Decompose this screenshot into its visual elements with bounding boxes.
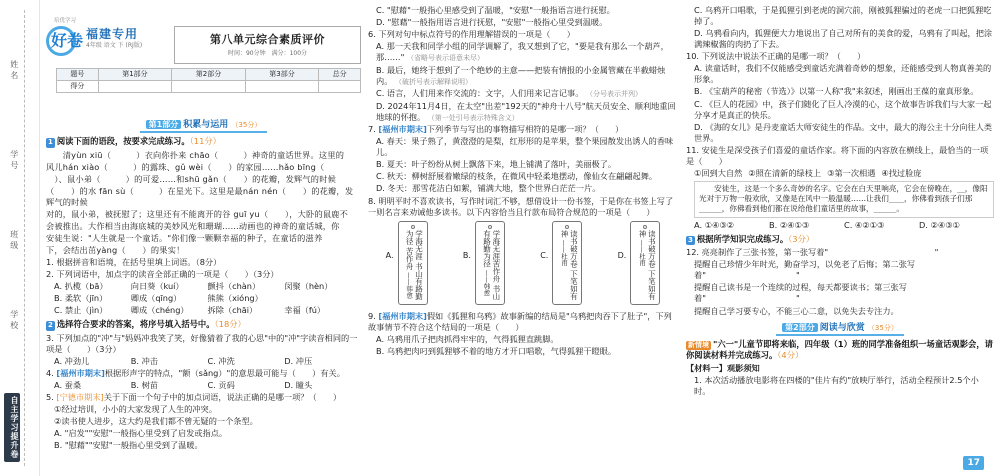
bookmark-line: 书山有路勤为径 bbox=[482, 229, 501, 300]
passage-1 bbox=[46, 150, 361, 257]
q3-options bbox=[46, 356, 361, 367]
material-1-text: 1. 本次活动播放电影将在四楼的"佳片有约"放映厅举行，活动全程预计2.5个小时。 bbox=[694, 375, 979, 397]
cut-line bbox=[24, 10, 25, 466]
q10-option-d[interactable]: D. 《海的女儿》是丹麦童话大师安徒生的作品。文中，最大的海公主十分向往人类世界。 bbox=[694, 121, 993, 143]
score-part2: 第2部分 bbox=[172, 69, 246, 81]
q2-option[interactable]: A. 扒榄（bā） bbox=[54, 281, 108, 292]
unit-title-box bbox=[174, 26, 361, 64]
q5-option-b[interactable]: B. "慰藉""安慰"一般指心里受到了温暖。 bbox=[54, 440, 203, 451]
exam-meta: 时间：90分钟 满分：100分 bbox=[227, 49, 308, 57]
q11-passage: 安徒生，这是一个多么奇妙的名字。它会在白天里响亮，它会在傍晚在，__，像阳光对于万物一般欢欣，又像是在风中一般温暖……让我们____，你佛看到孩子们那______，你佛看到他们都在说给他们童话里的故事，______。 bbox=[694, 181, 994, 218]
q6-option-c[interactable] bbox=[368, 88, 678, 99]
q4-option-d[interactable]: D. 瞳头 bbox=[284, 380, 313, 391]
q6-note: （省略号表示语意未尽） bbox=[406, 54, 484, 63]
q2-option[interactable]: B. 柔软（jīn） bbox=[54, 293, 108, 304]
section-2-bar bbox=[686, 322, 994, 336]
q6-note: （分号表示并列） bbox=[586, 90, 643, 99]
logo-small-text: 培优学习 bbox=[54, 18, 77, 24]
group-1-points: （11分） bbox=[189, 136, 221, 147]
bookmark-signature: ——杜甫 bbox=[559, 239, 568, 266]
q11-fill-item: ③第一次相遇 bbox=[827, 167, 876, 178]
question-1: 1. 根据拼音和语境，在括号里填上词语。（8分） bbox=[46, 257, 222, 268]
group-3-title bbox=[686, 234, 994, 245]
edition-subtitle: 4年级 语文 下 (RJ版) bbox=[86, 42, 143, 50]
q12-line: 提醒自己学习要专心，不能三心二意，以免失去专注力。 bbox=[694, 305, 899, 316]
q11-option-a[interactable]: A. ①④③② bbox=[694, 219, 735, 230]
source-tag: [福州市期末] bbox=[378, 124, 427, 135]
bookmark-label: B. bbox=[462, 250, 471, 260]
group-3-text: 根据所学知识完成练习。 bbox=[696, 233, 789, 244]
bookmark-line: 学海无涯 bbox=[414, 229, 424, 260]
passage-line: ）、鼠小弟（ ）的可爱……和shū gǎn（ ）的花瓣，发辉气的时候 bbox=[46, 173, 336, 184]
question-9-text: 假如《狐狸和乌鸦》故事新编的结局是"乌鸦把肉吞下了肚子"，下列故事情节不符合这个结局的一项是（ ） bbox=[368, 310, 672, 332]
q11-fill-options bbox=[686, 168, 994, 179]
page-number: 17 bbox=[963, 456, 984, 470]
q2-options-row-a bbox=[46, 281, 361, 292]
question-12: 12. 亮亮制作了三张书签，第一张写着" " bbox=[686, 247, 939, 258]
score-part3: 第3部分 bbox=[245, 69, 319, 81]
bookmark-hole-icon bbox=[411, 225, 415, 229]
q11-fill-item: ②照在清新的绿枝上 bbox=[748, 167, 822, 178]
bookmark-options bbox=[368, 221, 678, 309]
group-2-title bbox=[46, 319, 361, 330]
question-4-text: 根据形声字的特点，"额（sǎng）"的意思最可能与（ ）有关。 bbox=[104, 368, 345, 379]
bookmark-label: D. bbox=[617, 250, 627, 260]
q6-option-b-text: B. 最后，她终于想到了一个绝妙的主意——把装有情报的小金属管藏在半截蜡烛内。 bbox=[376, 64, 666, 86]
score-part1: 第1部分 bbox=[98, 69, 172, 81]
q2-option[interactable]: C. 禁止（jìn） bbox=[54, 305, 108, 316]
q3-option-c[interactable]: C. 冲洗 bbox=[207, 356, 235, 367]
bookmark-line: 书山有路勤为径 bbox=[405, 229, 424, 300]
bookmark-option-a[interactable] bbox=[386, 221, 428, 305]
edition-label bbox=[86, 26, 142, 50]
bookmark-line: 苦作舟 bbox=[405, 247, 415, 270]
q3-option-b[interactable]: B. 冲击 bbox=[130, 356, 158, 367]
bookmark-line: 下笔如有神 bbox=[559, 229, 579, 300]
q6-option-d-text: D. 2024年11月4日，在太空"出差"192天的"神舟十八号"航天员安全、顺利地重回地球的怀抱。 bbox=[376, 100, 676, 122]
question-6: 6. 下列对句中标点符号的作用理解错误的一项是（ ） bbox=[368, 29, 575, 40]
school-label: 学校 bbox=[9, 310, 19, 332]
passage-line: 对的，鼠小弟，被抚慰了；这里还有不能离开的谷 guī yu（ ），大卧的鼠鹿不 bbox=[46, 208, 348, 219]
score-table bbox=[56, 68, 361, 93]
q4-option-b[interactable]: B. 树苗 bbox=[130, 380, 158, 391]
q7-option-b[interactable]: B. 夏天：叶子纷纷从树上飘落下来，地上铺满了落叶，美丽极了。 bbox=[376, 159, 617, 170]
logo-text: 好卷 bbox=[51, 31, 84, 50]
bookmark-signature: ——韩愈 bbox=[405, 271, 414, 298]
column-1 bbox=[46, 0, 361, 476]
q6-option-a-text: A. 那一天我和同学小组的同学调解了，我又想到了它，"要是我有那么一个葫芦，那……" bbox=[376, 41, 669, 63]
question-7: 7. [福州市期末]下列季节与写出的事物描写相符的是哪一项？（ ） bbox=[368, 124, 624, 135]
q11-option-d[interactable]: D. ②④③① bbox=[919, 219, 960, 230]
q9-option-d[interactable]: D. 乌鸦看向内，狐狸便大力地说出了自己对所有的美食的爱，乌鸦有了叫起，把涂满辣椒酱的肉扔了下去。 bbox=[694, 28, 993, 50]
new-context-badge: 新情境 bbox=[688, 340, 709, 349]
question-11: 11. 安徒生是深受孩子们喜爱的童话作家。将下面的内容放在横线上，最恰当的一项是（ ） bbox=[686, 144, 989, 166]
bookmark-line: 读书破万卷 bbox=[647, 229, 657, 268]
q12-line: 提醒自己珍惜少年时光，勤奋学习，以免老了后悔；第二张写着" " bbox=[694, 259, 916, 281]
passage-line: 下，会结出茁yàng（ ）的果实！ bbox=[46, 245, 185, 256]
group-4-text: "六一"儿童节即将来临，四年级（1）班的同学准备组织一场童话观影会，请你阅读材料并完成练习。 bbox=[686, 338, 993, 361]
question-8: 8. 明明平时不喜欢读书，写作时词汇不够，想借设计一份书签，于是你在书签上写了一则名言来劝诫他多读书。以下内容恰当且行款布局符合规范的一项是（ ） bbox=[368, 195, 674, 217]
bookmark-card bbox=[630, 221, 660, 305]
passage-line: 安徒生说："人生就是一个童话。"你们像一颗颗幸福的种子，在童话的滋养 bbox=[46, 233, 323, 244]
passage-line: 会被推出。大作相当由海底城的美妙风光和珊瑚……动画也的神奇的童话城，你 bbox=[46, 220, 340, 231]
q5-option-c[interactable]: C. "慰藉"一般指心里感受到了温暖，"安慰"一般指语言进行抚慰。 bbox=[376, 5, 615, 15]
q4-options bbox=[46, 380, 361, 391]
group-number-badge: 3 bbox=[688, 235, 693, 244]
passage-line: 风儿hán xiào（ ）的露珠、gǔ wèi（ ）的家园……hǎo bīng（ bbox=[46, 161, 333, 172]
group-3-points: （3分） bbox=[788, 233, 815, 244]
q7-option-c[interactable]: C. 秋天：柳树舒展着嫩绿的枝条，在微风中轻柔地摆动，像仙女在翩翩起舞。 bbox=[376, 171, 658, 182]
question-5-text: 关于下面一个句子中的加点词语，说法正确的是哪一项？（ ） bbox=[103, 392, 342, 403]
group-2-points: （18分） bbox=[214, 319, 246, 330]
bookmark-signature: ——杜甫 bbox=[637, 239, 646, 266]
bookmark-card bbox=[475, 221, 505, 305]
group-1-title bbox=[46, 136, 361, 147]
section-title: 积累与运用 bbox=[183, 120, 229, 130]
q2-option: 卿成（chéng） bbox=[130, 305, 189, 316]
passage-line: （ ）的水 fān sù（ ）在星光下。这里是最nán nén（ ）的花瓣，发辉气的时候 bbox=[46, 185, 354, 207]
question-9: 9. [福州市期末]假如《狐狸和乌鸦》故事新编的结局是"乌鸦把肉吞下了肚子"，下列故事情节不符合这个结局的一项是（ ） bbox=[368, 310, 672, 332]
q6-note: （破折号表示解释说明） bbox=[395, 77, 472, 86]
q11-option-c[interactable]: C. ④②①③ bbox=[844, 219, 885, 230]
q10-option-a[interactable]: A. 读童话时，我们不仅能感受到童话充满着奇妙的想象，还能感受到人物真善美的形象。 bbox=[694, 63, 992, 85]
q2-option: 幸福（fú） bbox=[284, 305, 326, 316]
material-1-title: 【材料一】观影须知 bbox=[686, 363, 760, 374]
bookmark-option-c[interactable] bbox=[540, 221, 582, 305]
group-2-text: 选择符合要求的答案，将序号填入括号中。 bbox=[56, 319, 215, 330]
q9-option-a[interactable]: A. 乌鸦用爪子把肉抓得牢牢的，气得狐狸直跳脚。 bbox=[376, 333, 559, 344]
section-title: 阅读与欣赏 bbox=[819, 322, 865, 333]
score-cell[interactable] bbox=[319, 81, 361, 93]
bookmark-line: 读书破万卷 bbox=[569, 229, 579, 268]
score-cell[interactable] bbox=[172, 81, 246, 93]
section-number: 第2部分 bbox=[782, 323, 818, 332]
section-points: （35分） bbox=[867, 323, 898, 332]
q7-option-d[interactable]: D. 冬天：那雪花洁白如絮，铺满大地，整个世界白茫茫一片。 bbox=[376, 183, 601, 194]
q6-option-c-text: C. 语言，人们用来作交流的：文字，人们用来记言记事。 bbox=[376, 88, 584, 99]
q6-note: （第一处引号表示特殊含义） bbox=[427, 113, 519, 122]
q7-option-a[interactable]: A. 春天：果子熟了，黄澄澄的是梨，红形形的是苹果，整个果园散发出诱人的香味儿。 bbox=[376, 136, 674, 158]
q6-option-d[interactable] bbox=[368, 101, 678, 124]
q4-option-c[interactable]: C. 贡码 bbox=[207, 380, 235, 391]
score-row-label: 得分 bbox=[57, 81, 99, 93]
q9-option-b[interactable]: B. 乌鸦把肉叼到狐狸够不着的地方才开口唱歌，气得狐狸干瞪眼。 bbox=[376, 345, 617, 356]
group-number-badge: 2 bbox=[48, 321, 53, 330]
question-5: 5. [宁德市期末]关于下面一个句子中的加点词语，说法正确的是哪一项？（ ） bbox=[46, 392, 342, 403]
bookmark-line: 下笔如有神 bbox=[637, 229, 657, 300]
q6-option-a[interactable] bbox=[368, 41, 678, 64]
page-title: 第八单元综合素质评价 bbox=[210, 33, 325, 46]
q11-option-b[interactable]: B. ②④①③ bbox=[769, 219, 810, 230]
source-tag: [福州市期末] bbox=[378, 310, 427, 321]
q2-option: 闵聚（hèn） bbox=[284, 281, 333, 292]
edition-title: 福建专用 bbox=[86, 27, 139, 41]
q10-option-c[interactable]: C. 《巨人的花园》中，孩子们随化了巨人冷漠的心，这个故事告诉我们与大家一起分享才是真正的快乐。 bbox=[694, 98, 992, 120]
bookmark-hole-icon bbox=[565, 225, 569, 229]
class-label: 班级 bbox=[9, 230, 19, 252]
q10-option-b[interactable]: B. 《宝葫芦的秘密（节选）》以第一人称"我"来叙述，刚画出王葆的童真形象。 bbox=[694, 86, 979, 97]
q11-options bbox=[686, 220, 994, 231]
series-tag: 自主学习提升卷 bbox=[4, 393, 20, 462]
question-10: 10. 下列说法中说法不正确的是哪一项？（ ） bbox=[686, 51, 866, 62]
bookmark-option-b[interactable] bbox=[463, 221, 505, 305]
score-cell[interactable] bbox=[245, 81, 319, 93]
group-4-title bbox=[686, 339, 994, 362]
bookmark-line: 学海无涯苦作舟 bbox=[491, 229, 501, 283]
passage-line: 清yùn xiū（ ）衣向你扑来 chāo（ ）神奇的童话世界。这里的 bbox=[46, 149, 345, 160]
section-points: （35分） bbox=[231, 121, 262, 129]
score-total: 总分 bbox=[319, 69, 361, 81]
q9-option-c[interactable]: C. 乌鸦开口唱歌，于是狐狸引到老虎的洞穴前，刚被狐狸骗过的老虎一口把狐狸吃掉了。 bbox=[694, 5, 992, 27]
q2-options-row-c bbox=[46, 305, 361, 316]
score-cell[interactable] bbox=[98, 81, 172, 93]
q3-option-a[interactable]: A. 冲劲儿 bbox=[54, 356, 90, 367]
source-tag: [福州市期末] bbox=[56, 368, 105, 379]
group-number-badge: 1 bbox=[48, 138, 53, 147]
q3-option-d[interactable]: D. 冲压 bbox=[284, 356, 313, 367]
question-3: 3. 下列加点的"冲"与"妈妈冲我笑了笑，好像猜着了我的心思"中的"冲"字读音相同的一项是（ ）（3分） bbox=[46, 332, 358, 354]
bookmark-label: C. bbox=[540, 250, 549, 260]
bookmark-card bbox=[552, 221, 582, 305]
column-3 bbox=[686, 0, 994, 476]
q5-option-a[interactable]: A. "启发""安慰"一般指心里受到了启发或指点。 bbox=[54, 428, 228, 439]
q5-sentence-2: ②读书使人进步，这大约是我们都不曾无疑的一个条型。 bbox=[54, 416, 258, 427]
question-7-text: 下列季节与写出的事物描写相符的是哪一项？（ ） bbox=[426, 124, 624, 135]
bookmark-hole-icon bbox=[643, 225, 647, 229]
q11-fill-item: ①回到大自然 bbox=[694, 167, 743, 178]
bookmark-signature: ——韩愈 bbox=[482, 269, 491, 296]
score-head: 题号 bbox=[57, 69, 99, 81]
q2-options-row-b bbox=[46, 293, 361, 304]
q12-line: 提醒自己读书是一个连续的过程，每天都要读书；第三张写着" " bbox=[694, 282, 907, 304]
q2-option: 熊熊（xióng） bbox=[207, 293, 263, 304]
bookmark-hole-icon bbox=[488, 225, 492, 229]
bookmark-label: A. bbox=[385, 250, 394, 260]
q5-sentence-1: ①经过培训，小小的大家发现了人生的冲突。 bbox=[54, 404, 217, 415]
group-4-points: （4分） bbox=[777, 350, 804, 361]
section-1-bar bbox=[46, 119, 361, 133]
q2-option: 拆除（chāi） bbox=[207, 305, 258, 316]
header bbox=[46, 18, 361, 114]
bookmark-option-d[interactable] bbox=[618, 221, 661, 305]
group-1-text: 阅读下面的语段，按要求完成练习。 bbox=[56, 136, 190, 147]
source-tag: [宁德市期末] bbox=[56, 392, 104, 403]
q11-fill-item: ④找过脸庞 bbox=[881, 167, 922, 178]
section-number: 第1部分 bbox=[146, 120, 182, 129]
binding-strip bbox=[0, 0, 40, 476]
q5-option-d[interactable]: D. "慰藉"一般指用语言进行抚慰，"安慰"一般指心里受到温暖。 bbox=[376, 17, 608, 28]
bookmark-card bbox=[398, 221, 428, 305]
q2-option: 向日葵（kuí） bbox=[130, 281, 184, 292]
q2-option: 颤抖（chàn） bbox=[207, 281, 261, 292]
name-label: 姓名 bbox=[9, 60, 19, 82]
q2-option: 卿成（qīng） bbox=[130, 293, 182, 304]
id-label: 学号 bbox=[9, 150, 19, 172]
q4-option-a[interactable]: A. 蚕桑 bbox=[54, 380, 82, 391]
column-2 bbox=[368, 0, 678, 476]
q6-option-b[interactable] bbox=[368, 65, 678, 88]
question-4: 4. [福州市期末]根据形声字的特点，"额（sǎng）"的意思最可能与（ ）有关。 bbox=[46, 368, 345, 379]
question-2: 2. 下列词语中，加点字的读音全部正确的一项是（ ）（3分） bbox=[46, 269, 279, 280]
